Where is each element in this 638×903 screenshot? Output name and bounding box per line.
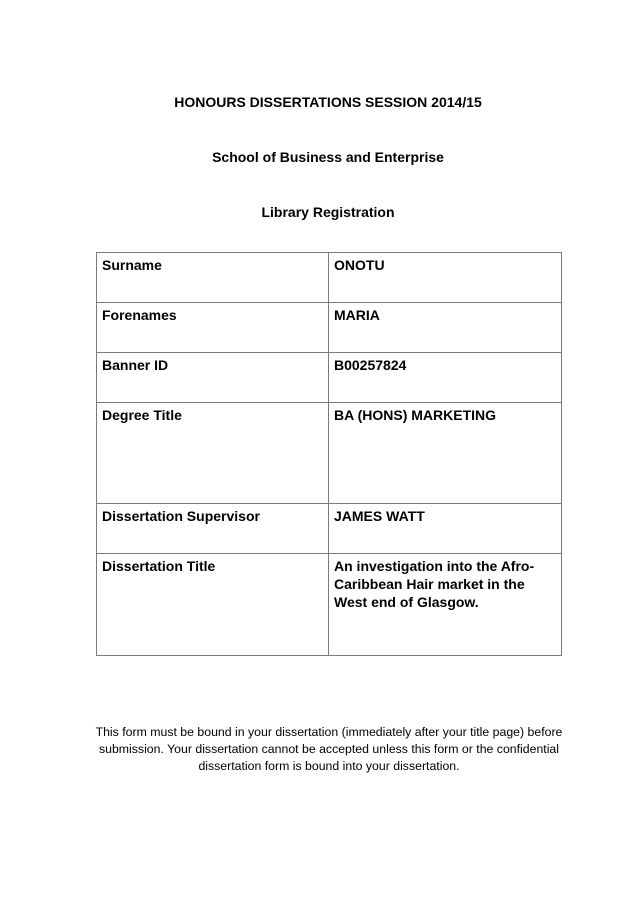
binding-instructions: This form must be bound in your dissertation (immediately after your title page) before submission. Your dissertation cannot be accepted unless this form or the confidential dissertation form is bound into your dissertation. [95,725,563,773]
banner-id-label: Banner ID [97,353,329,403]
degree-title-label: Degree Title [97,403,329,504]
dissertation-title-label: Dissertation Title [97,554,329,656]
forenames-value: MARIA [329,303,562,353]
supervisor-value: JAMES WATT [329,504,562,554]
document-title: HONOURS DISSERTATIONS SESSION 2014/15 [174,94,482,110]
dissertation-title-value: An investigation into the Afro-Caribbean Hair market in the West end of Glasgow. [329,554,562,656]
surname-label: Surname [97,253,329,303]
table-row-surname [97,253,562,303]
surname-value: ONOTU [329,253,562,303]
table-row-banner-id [97,353,562,403]
banner-id-value: B00257824 [329,353,562,403]
form-subtitle: Library Registration [261,204,395,220]
table-row-forenames [97,303,562,353]
forenames-label: Forenames [97,303,329,353]
table-row-degree-title [97,403,562,504]
school-name: School of Business and Enterprise [212,149,444,165]
degree-title-value: BA (HONS) MARKETING [329,403,562,504]
table-row-supervisor [97,504,562,554]
supervisor-label: Dissertation Supervisor [97,504,329,554]
registration-table [96,252,562,656]
table-row-dissertation-title [97,554,562,656]
